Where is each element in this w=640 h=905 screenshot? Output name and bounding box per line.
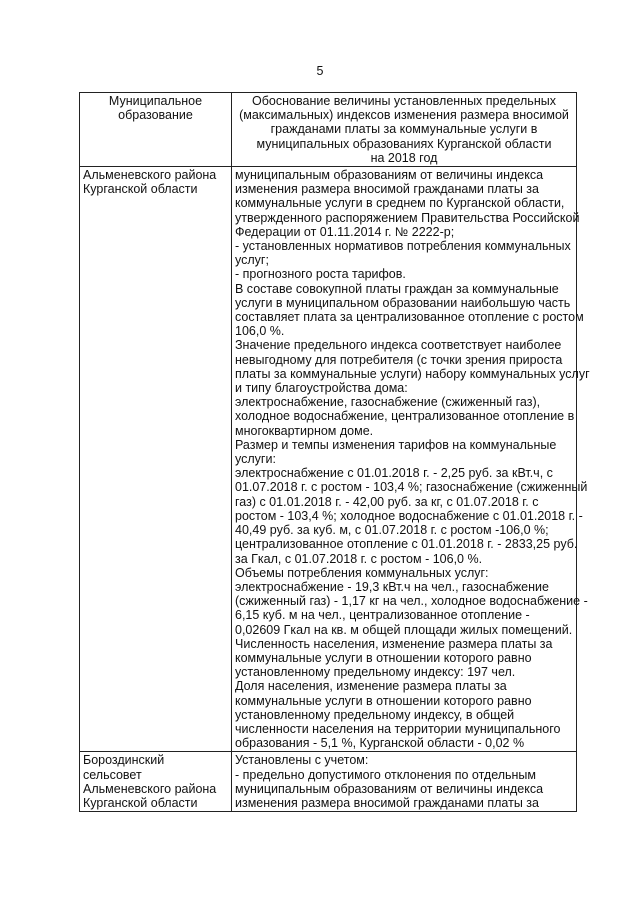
text-line: - установленных нормативов потребления коммунальных [235,239,571,254]
text-line: электроснабжение с 01.01.2018 г. - 2,25 руб. за кВт.ч, с [235,466,553,481]
municipality-line: Курганской области [83,795,198,810]
text-line: коммунальные услуги в отношении которого равно [235,693,532,708]
text-line: 0,02609 Гкал на кв. м общей площади жилых помещений. [235,622,573,637]
text-line: 106,0 %. [235,324,285,339]
text-line: за Гкал, с 01.07.2018 г. с ростом - 106,0 %. [235,551,483,566]
text-line: централизованное отопление с 01.01.2018 г. - 2833,25 руб. [235,537,578,552]
text-line: - предельно допустимого отклонения по отдельным [235,767,537,782]
justification-table [79,92,590,812]
text-line: изменения размера вносимой гражданами платы за [235,182,539,197]
text-line: электроснабжение - 19,3 кВт.ч на чел., газоснабжение [235,579,549,594]
justification-cell [232,752,577,812]
municipality-line: Альменевского района [83,781,217,796]
text-line: муниципальным образованиям от величины индекса [235,168,544,183]
text-line: коммунальные услуги в отношении которого равно [235,650,532,665]
text-line: образования - 5,1 %, Курганской области - 0,02 % [235,736,525,751]
text-line: В составе совокупной платы граждан за коммунальные [235,281,559,296]
text-line: платы за коммунальные услуги) набору коммунальных услуг [235,366,590,381]
text-line: ростом - 103,4 %; холодное водоснабжение с 01.01.2018 г. - [235,508,583,523]
text-line: муниципальным образованиям от величины индекса [235,781,544,796]
text-line: газ) с 01.01.2018 г. - 42,00 руб. за кг, с 01.07.2018 г. с [235,494,539,509]
text-line: многоквартирном доме. [235,423,374,438]
text-line: 01.07.2018 г. с ростом - 103,4 %; газоснабжение (сжиженный [235,480,588,495]
text-line: утвержденного распоряжением Правительства Российской [235,210,580,225]
table-row [80,167,577,752]
text-line: услуги: [235,452,276,467]
text-line: услуг; [235,253,269,268]
table-header-row [80,93,577,167]
text-line: Федерации от 01.11.2014 г. № 2222-р; [235,224,455,239]
text-line: - прогнозного роста тарифов. [235,267,406,282]
text-line: составляет плата за централизованное отопление с ростом [235,310,584,325]
text-line: 6,15 куб. м на чел., централизованное отопление - [235,608,530,623]
text-line: установленному предельному индексу, в общей [235,707,515,722]
municipality-line: Бороздинский [83,753,165,768]
justification-cell [232,167,590,752]
text-line: Численность населения, изменение размера платы за [235,636,553,651]
text-line: Установлены с учетом: [235,753,369,768]
municipality-line: Альменевского района [83,168,217,183]
page-number: 5 [316,64,324,78]
text-line: невыгодному для потребителя (с точки зрения прироста [235,352,563,367]
header-justification: Обоснование величины установленных предельных (максимальных) индексов изменения размера вносимой гражданами платы за коммунальные услуги в муниципальных образованиях Курганской области на 2018 год [232,93,577,167]
text-line: и типу благоустройства дома: [235,381,408,396]
text-line: численности населения на территории муниципального [235,721,561,736]
text-line: холодное водоснабжение, централизованное отопление в [235,409,575,424]
table-row [80,752,577,812]
text-line: установленному предельному индексу: 197 чел. [235,665,516,680]
municipality-line: Курганской области [83,182,198,197]
text-line: 40,49 руб. за куб. м, с 01.07.2018 г. с ростом -106,0 %; [235,523,549,538]
municipality-line: сельсовет [83,767,142,782]
text-line: электроснабжение, газоснабжение (сжиженный газ), [235,395,541,410]
text-line: изменения размера вносимой гражданами платы за [235,795,539,810]
municipality-cell [80,167,232,752]
text-line: коммунальные услуги в среднем по Курганской области, [235,196,565,211]
text-line: (сжиженный газ) - 1,17 кг на чел., холодное водоснабжение - [235,594,588,609]
text-line: Доля населения, изменение размера платы за [235,679,507,694]
text-line: Значение предельного индекса соответствует наиболее [235,338,562,353]
text-line: услуги в муниципальном образовании наибольшую часть [235,295,571,310]
text-line: Размер и темпы изменения тарифов на коммунальные [235,437,557,452]
text-line: Объемы потребления коммунальных услуг: [235,565,489,580]
municipality-cell [80,752,232,812]
header-municipality: Муниципальное образование [80,93,232,167]
